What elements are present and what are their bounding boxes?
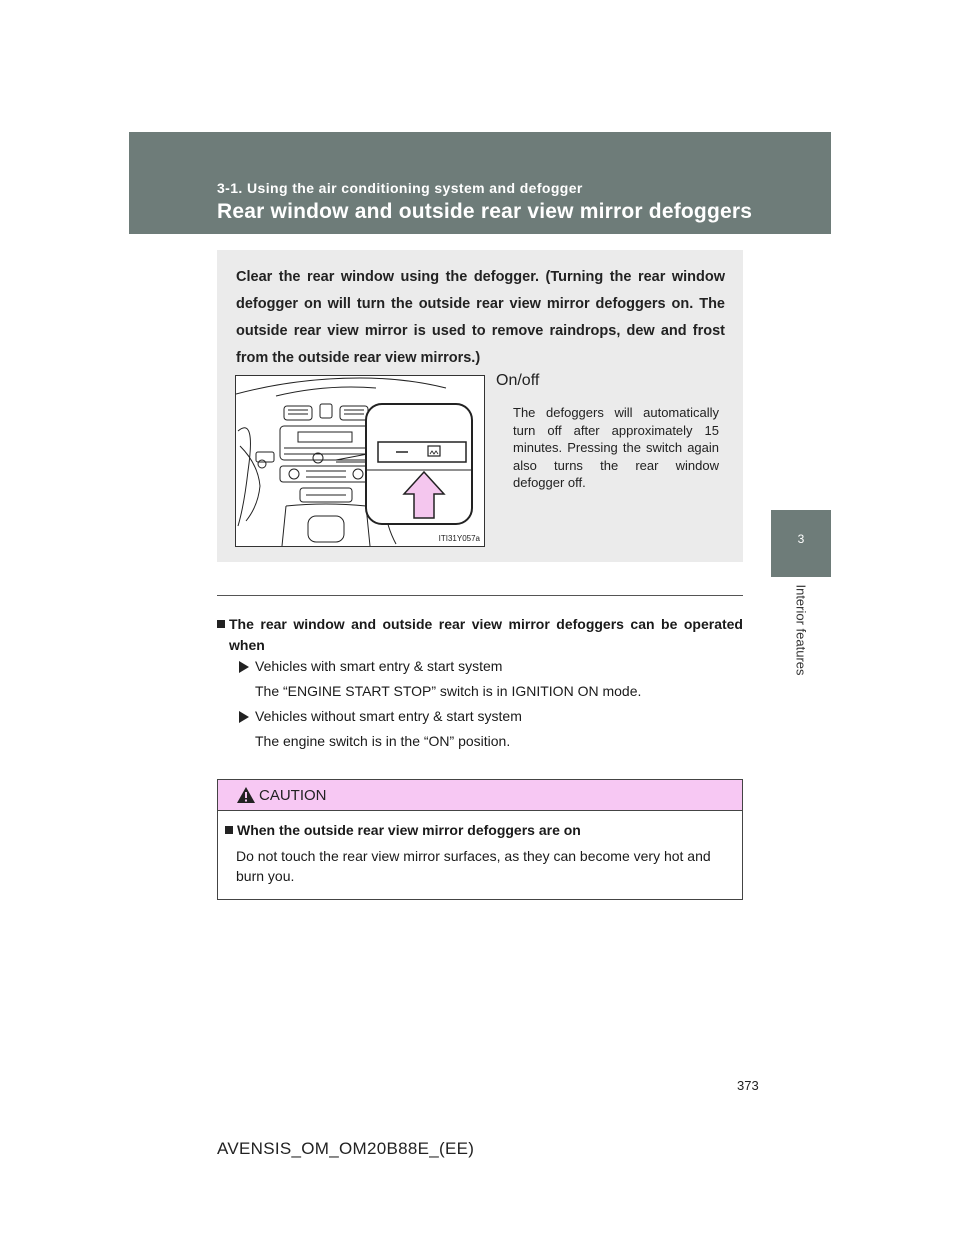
intro-text: Clear the rear window using the defogger. (Turning the rear window defogger on will turn the outside rear view mirror defoggers on. The outside rear view mirror is used to remove raindrops, dew and frost from the outside rear view mirrors.)	[236, 269, 725, 366]
caution-box	[217, 779, 743, 900]
condition-label-text: Vehicles without smart entry & start system	[255, 708, 522, 724]
chapter-tab	[771, 510, 831, 577]
chapter-label: Interior features	[793, 584, 809, 676]
condition-label-text: Vehicles with smart entry & start system	[255, 658, 503, 674]
figure-code: ITI31Y057a	[438, 534, 480, 543]
document-code: AVENSIS_OM_OM20B88E_(EE)	[217, 1139, 475, 1158]
caution-item-heading	[225, 822, 581, 838]
condition-label	[255, 708, 522, 724]
page-number: 373	[737, 1078, 759, 1093]
conditions-section	[217, 614, 743, 749]
warning-icon	[236, 786, 256, 804]
chapter-number: 3	[797, 532, 805, 546]
caution-item-heading-text: When the outside rear view mirror defoggers are on	[237, 822, 581, 838]
square-bullet-icon	[217, 620, 225, 628]
conditions-heading-text: The rear window and outside rear view mirror defoggers can be operated when	[229, 616, 743, 653]
divider	[217, 595, 743, 596]
page-title: Rear window and outside rear view mirror defoggers	[217, 200, 753, 223]
caution-title: CAUTION	[259, 787, 327, 804]
dashboard-drawing	[236, 376, 484, 546]
section-label: 3-1. Using the air conditioning system and defogger	[217, 180, 583, 196]
onoff-title: On/off	[496, 372, 540, 389]
conditions-heading	[217, 614, 743, 656]
caution-header	[218, 780, 742, 811]
condition-text: The “ENGINE START STOP” switch is in IGNITION ON mode.	[255, 683, 642, 699]
caution-text: Do not touch the rear view mirror surfaces, as they can become very hot and burn you.	[236, 848, 711, 884]
square-bullet-icon	[225, 826, 233, 834]
triangle-bullet-icon	[239, 711, 249, 723]
condition-text: The engine switch is in the “ON” position.	[255, 733, 511, 749]
dashboard-illustration	[235, 375, 485, 547]
condition-label	[255, 658, 502, 674]
onoff-description: The defoggers will automatically turn off after approximately 15 minutes. Pressing the switch again also turns the rear window defogger off.	[513, 405, 719, 490]
triangle-bullet-icon	[239, 661, 249, 673]
